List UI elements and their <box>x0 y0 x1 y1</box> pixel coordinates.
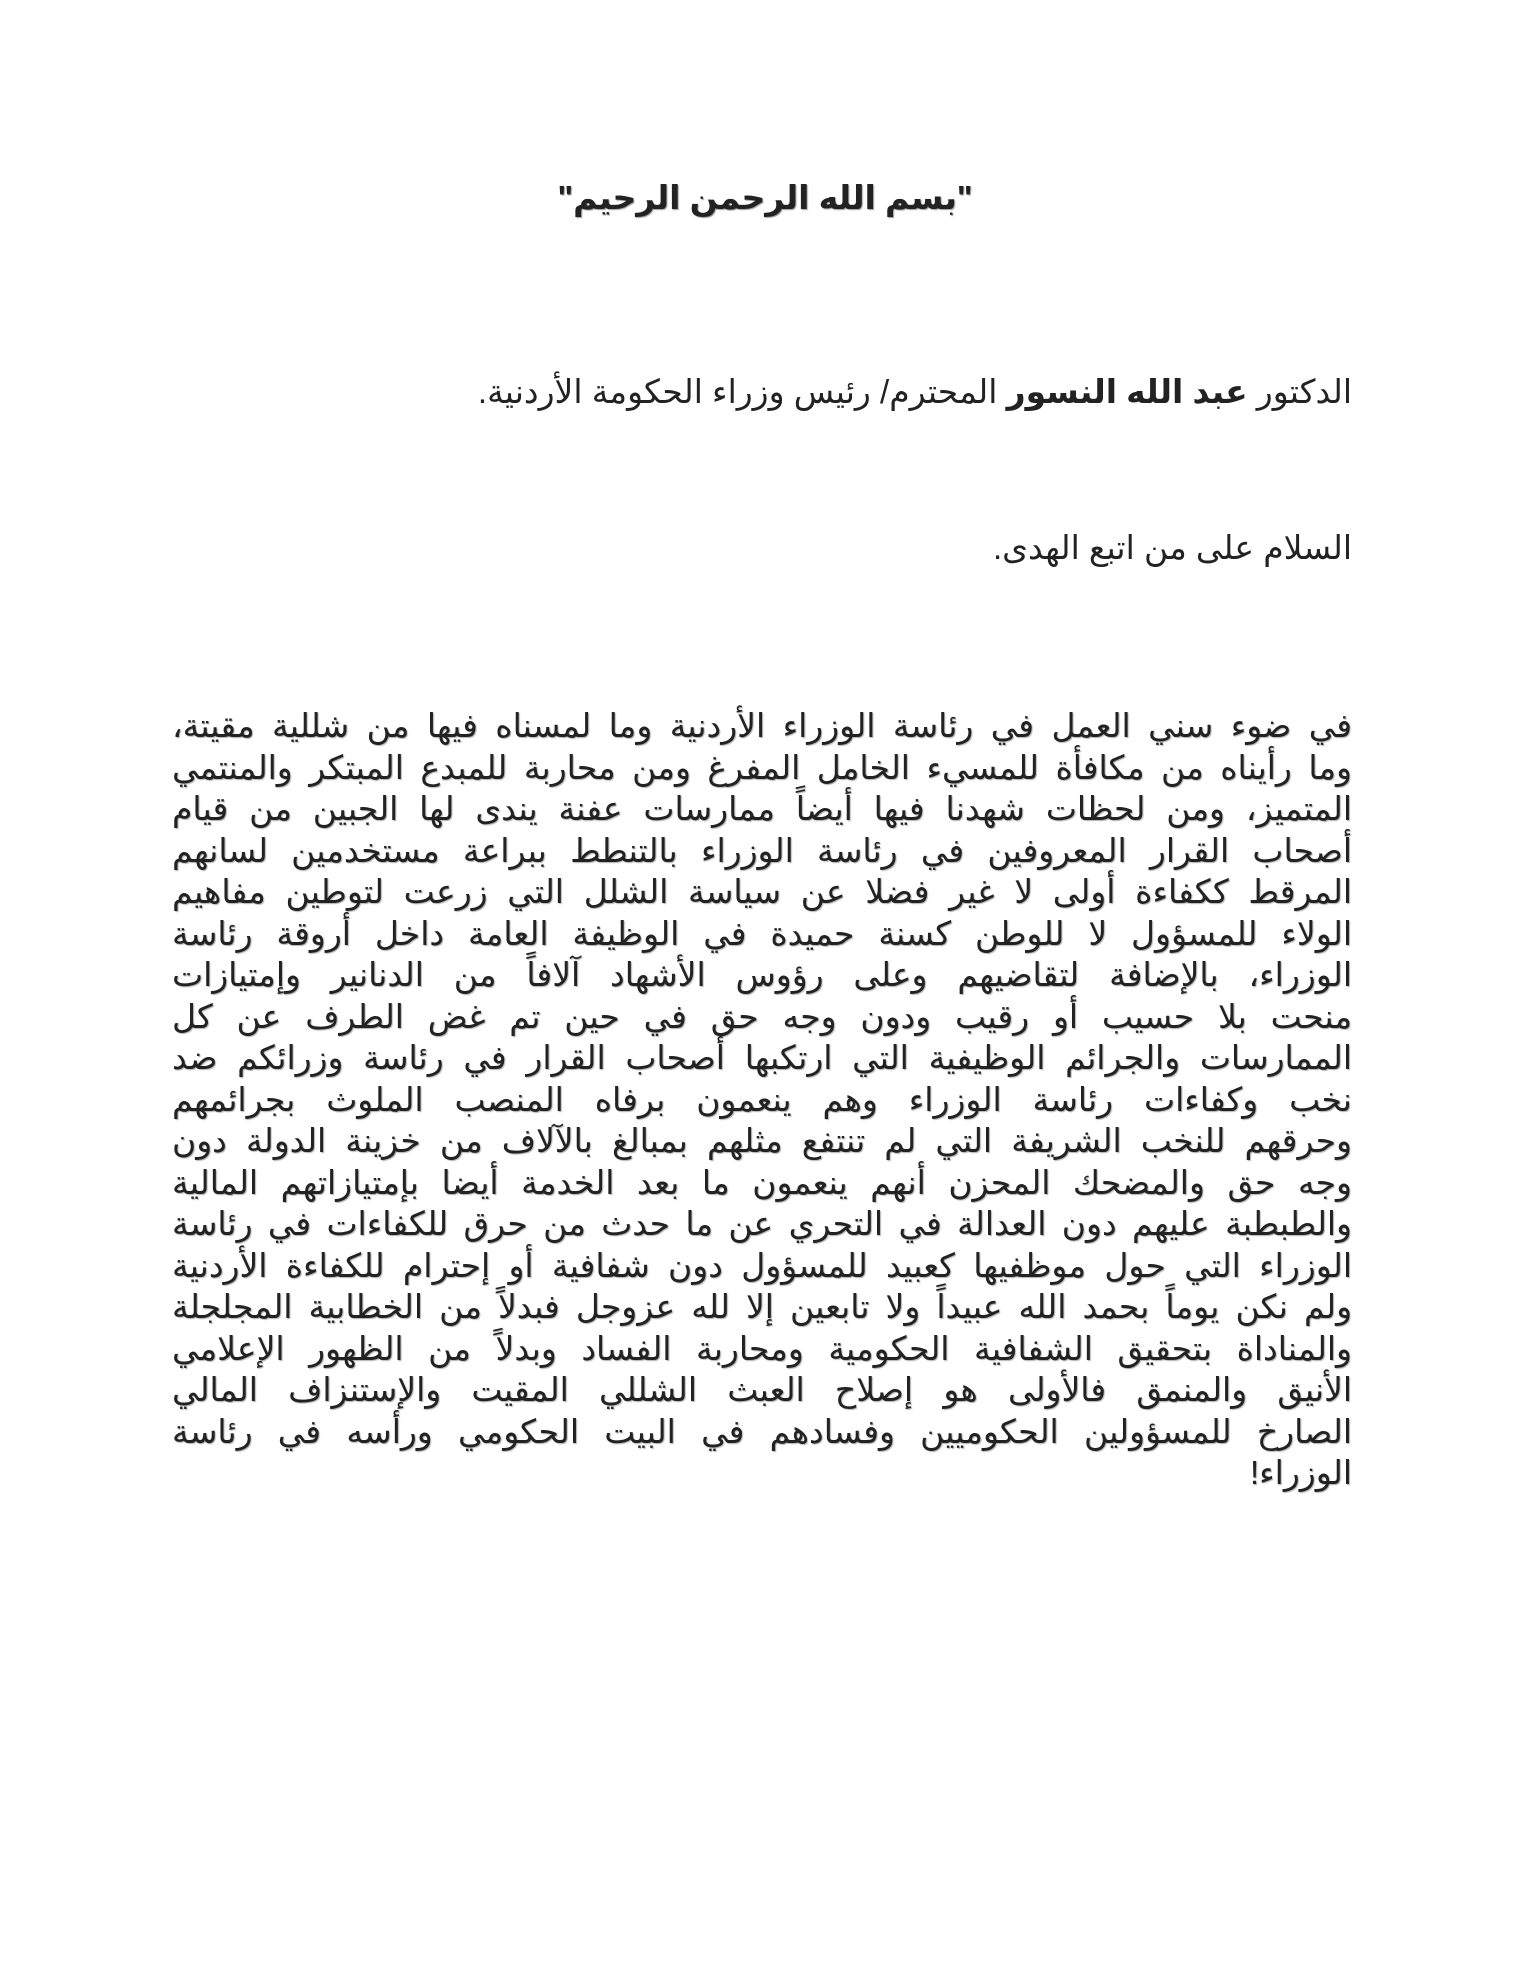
greeting-line: السلام على من اتبع الهدى. <box>992 529 1352 566</box>
body-line: الوزراء التي حول موظفيها كعبيد للمسؤول دون شفافية أو إحترام للكفاءة الأردنية <box>172 1246 1352 1284</box>
body-line: والطبطبة عليهم دون العدالة في التحري عن ما حدث من حرق للكفاءات في رئاسة <box>172 1205 1352 1242</box>
body-paragraph <box>172 705 1352 1494</box>
body-line: المرقط ككفاءة أولى لا غير فضلا عن سياسة الشلل التي زرعت لتوطين مفاهيم <box>172 873 1352 910</box>
addressee-line <box>172 372 1352 411</box>
body-line: وحرقهم للنخب الشريفة التي لم تنتفع مثلهم بمبالغ بالآلاف من خزينة الدولة دون <box>172 1122 1352 1159</box>
body-line: منحت بلا حسيب أو رقيب ودون وجه حق في حين تم غض الطرف عن كل <box>172 997 1352 1035</box>
body-line: الممارسات والجرائم الوظيفية التي ارتكبها أصحاب القرار في رئاسة وزرائكم ضد <box>172 1039 1352 1076</box>
body-line: وما رأيناه من مكافأة للمسيء الخامل المفرغ ومن محاربة للمبدع المبتكر والمنتمي <box>172 748 1352 786</box>
body-line: الوزراء، بالإضافة لتقاضيهم وعلى رؤوس الأشهاد آلافاً من الدنانير وإمتيازات <box>172 956 1352 993</box>
body-line: الصارخ للمسؤولين الحكوميين وفسادهم في البيت الحكومي ورأسه في رئاسة <box>172 1412 1352 1450</box>
document-title: "بسم الله الرحمن الرحيم" <box>557 179 973 216</box>
body-line: ولم نكن يوماً بحمد الله عبيداً ولا تابعين إلا لله عزوجل فبدلاً من الخطابية المجلجلة <box>172 1288 1352 1325</box>
addressee-prefix: الدكتور <box>1247 373 1352 410</box>
body-line: وجه حق والمضحك المحزن أنهم ينعمون ما بعد الخدمة أيضا بإمتيازاتهم المالية <box>172 1163 1352 1201</box>
body-line: الولاء للمسؤول لا للوطن كسنة حميدة في الوظيفة العامة داخل أروقة رئاسة <box>172 914 1352 952</box>
addressee-suffix: المحترم/ رئيس وزراء الحكومة الأردنية. <box>477 373 1007 410</box>
body-line: المتميز، ومن لحظات شهدنا فيها أيضاً ممارسات عفنة يندى لها الجبين من قيام <box>172 790 1352 827</box>
body-line: أصحاب القرار المعروفين في رئاسة الوزراء بالتنطط ببراعة مستخدمين لسانهم <box>172 831 1352 869</box>
body-line: نخب وكفاءات رئاسة الوزراء وهم ينعمون برفاه المنصب الملوث بجرائمهم <box>172 1080 1352 1118</box>
body-line: الوزراء! <box>1250 1454 1352 1491</box>
body-line: في ضوء سني العمل في رئاسة الوزراء الأردنية وما لمسناه فيها من شللية مقيتة، <box>172 707 1352 744</box>
body-line: الأنيق والمنمق فالأولى هو إصلاح العبث الشللي المقيت والإستنزاف المالي <box>172 1371 1352 1408</box>
body-line: والمناداة بتحقيق الشفافية الحكومية ومحاربة الفساد وبدلاً من الظهور الإعلامي <box>172 1329 1352 1367</box>
addressee-name: عبد الله النسور <box>1006 373 1248 410</box>
